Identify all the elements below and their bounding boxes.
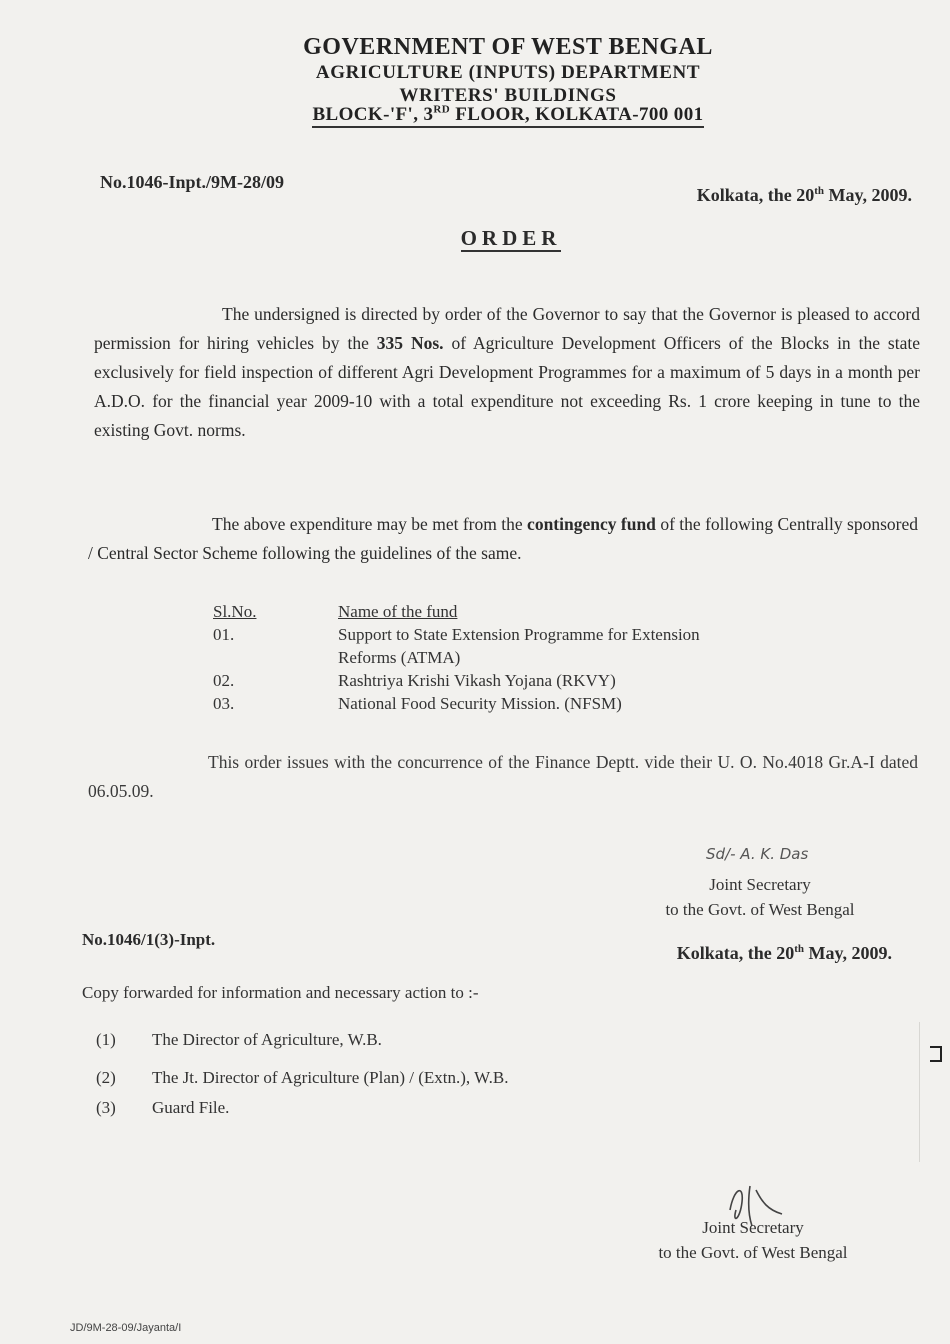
header-government: GOVERNMENT OF WEST BENGAL (303, 34, 713, 60)
header-department: AGRICULTURE (INPUTS) DEPARTMENT (315, 62, 701, 83)
fund-row (213, 623, 718, 669)
copy-recipient: (1) The Director of Agriculture, W.B. (96, 1030, 382, 1049)
copy-recipient: (3) Guard File. (96, 1098, 230, 1117)
signatory-title: Joint Secretary (709, 875, 811, 894)
fund-row (213, 692, 718, 715)
signatory-org: to the Govt. of West Bengal (658, 1243, 848, 1262)
copy-date: Kolkata, the 20th May, 2009. (676, 943, 892, 963)
fund-sl: 02. (213, 671, 235, 690)
col-sl-no: Sl.No. (213, 602, 257, 621)
fund-row (213, 669, 718, 692)
signatory-title: Joint Secretary (702, 1218, 804, 1237)
file-reference-footer: JD/9M-28-09/Jayanta/I (70, 1322, 182, 1334)
copy-ref-number: No.1046/1(3)-Inpt. (82, 930, 216, 949)
signature-block-2 (628, 1215, 878, 1265)
signature-block-1 (640, 872, 880, 922)
bracket-icon (930, 1046, 942, 1062)
header-building: WRITERS' BUILDINGS (399, 85, 617, 106)
fund-name: Support to State Extension Programme for Extension Reforms (ATMA) (338, 625, 700, 667)
header-address: BLOCK-'F', 3RD FLOOR, KOLKATA-700 001 (0, 104, 950, 126)
scan-edge (919, 1022, 950, 1162)
fund-table (213, 600, 718, 715)
order-paragraph-1: The undersigned is directed by order of the Governor to say that the Governor is pleased to accord permission for hiring vehicles by the 335 Nos. of Agriculture Development Officers of the Blocks in the state exclusively for field inspection of different Agri Development Programmes for a maximum of 5 days in a month per A.D.O. for the financial year 2009-10 with a total expenditure not exceeding Rs. 1 crore keeping in tune to the existing Govt. norms. (94, 304, 920, 440)
col-fund-name: Name of the fund (338, 602, 458, 621)
fund-sl: 01. (213, 625, 235, 644)
order-paragraph-3: This order issues with the concurrence of the Finance Deptt. vide their U. O. No.4018 Gr.A-I dated 06.05.09. (88, 752, 918, 801)
order-paragraph-2: The above expenditure may be met from the contingency fund of the following Centrally sponsored / Central Sector Scheme following the guidelines of the same. (88, 514, 918, 563)
fund-table-header (213, 600, 718, 623)
signature-sd: Sd/- A. K. Das (706, 845, 809, 863)
fund-name: National Food Security Mission. (NFSM) (338, 694, 622, 713)
copy-forwarded-line: Copy forwarded for information and necessary action to :- (82, 983, 479, 1002)
fund-name: Rashtriya Krishi Vikash Yojana (RKVY) (338, 671, 616, 690)
fund-sl: 03. (213, 694, 235, 713)
order-title: ORDER (460, 226, 562, 250)
copy-recipient: (2) The Jt. Director of Agriculture (Plan) / (Extn.), W.B. (96, 1068, 509, 1087)
memo-ref-number: No.1046-Inpt./9M-28/09 (100, 172, 284, 192)
signatory-org: to the Govt. of West Bengal (665, 900, 855, 919)
memo-date: Kolkata, the 20th May, 2009. (696, 185, 912, 205)
